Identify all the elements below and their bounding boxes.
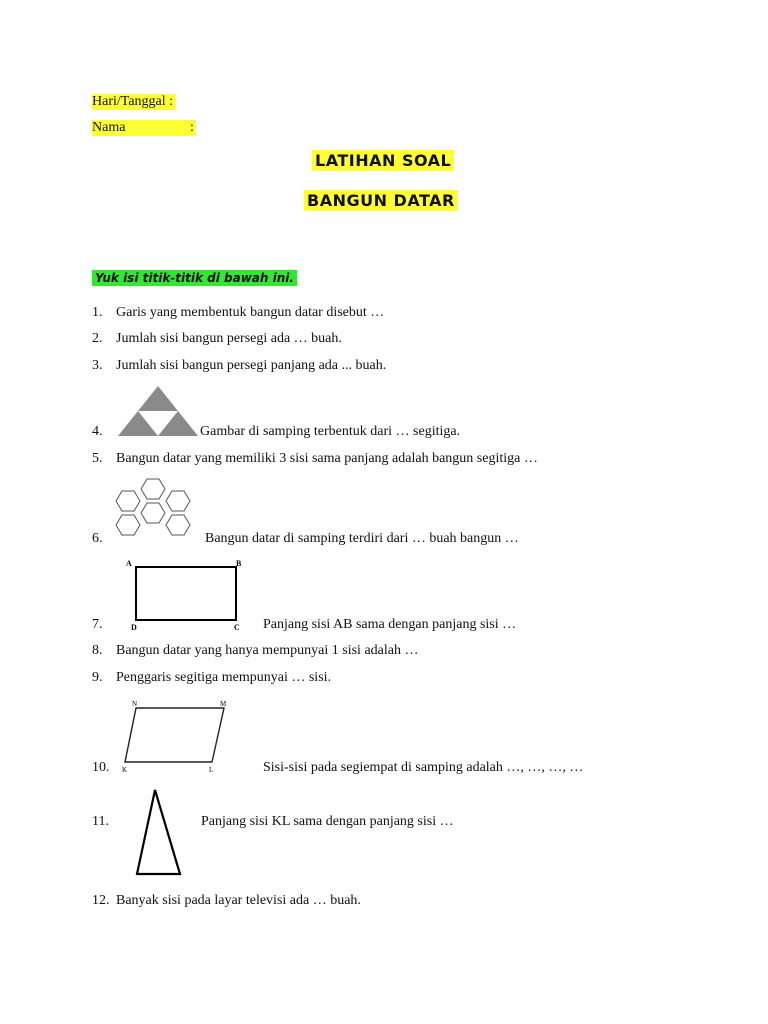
question-text: Bangun datar yang memiliki 3 sisi sama panjang adalah bangun segitiga … bbox=[116, 451, 538, 466]
question-9 bbox=[92, 670, 331, 686]
rectangle-label-b: B bbox=[236, 559, 242, 568]
parallelogram-label-n: N bbox=[132, 700, 138, 708]
name-label: Nama bbox=[92, 120, 126, 135]
question-number: 2. bbox=[92, 331, 103, 346]
question-10-number: 10. bbox=[92, 760, 110, 775]
parallelogram-label-l: L bbox=[209, 766, 214, 774]
question-text: Jumlah sisi bangun persegi panjang ada ... buah. bbox=[116, 358, 387, 373]
question-11-number: 11. bbox=[92, 814, 109, 829]
title-latihan-soal: LATIHAN SOAL bbox=[312, 150, 454, 171]
question-3 bbox=[92, 358, 386, 374]
hexagon-figure bbox=[114, 477, 196, 543]
rectangle-label-d: D bbox=[131, 623, 137, 632]
question-7-number: 7. bbox=[92, 617, 103, 632]
title-bangun-datar: BANGUN DATAR bbox=[304, 190, 458, 211]
parallelogram-figure bbox=[120, 698, 232, 776]
question-10-text: Sisi-sisi pada segiempat di samping adalah …, …, …, … bbox=[263, 760, 584, 775]
question-1 bbox=[92, 305, 384, 321]
parallelogram-label-m: M bbox=[220, 700, 227, 708]
tall-triangle-figure bbox=[134, 788, 182, 878]
question-11-text: Panjang sisi KL sama dengan panjang sisi … bbox=[201, 814, 454, 829]
name-colon: : bbox=[190, 120, 194, 135]
question-4-text: Gambar di samping terbentuk dari … segitiga. bbox=[200, 424, 461, 439]
question-text: Jumlah sisi bangun persegi ada … buah. bbox=[116, 331, 342, 346]
rectangle-label-a: A bbox=[126, 559, 132, 568]
question-6-number: 6. bbox=[92, 531, 103, 546]
question-5 bbox=[92, 451, 538, 467]
instruction-text: Yuk isi titik-titik di bawah ini. bbox=[92, 270, 297, 286]
rectangle-figure bbox=[124, 558, 248, 632]
question-number: 9. bbox=[92, 670, 103, 685]
question-number: 12. bbox=[92, 893, 110, 908]
rectangle-label-c: C bbox=[234, 623, 240, 632]
question-6-text: Bangun datar di samping terdiri dari … buah bangun … bbox=[205, 531, 519, 546]
question-12 bbox=[92, 893, 361, 909]
question-text: Banyak sisi pada layar televisi ada … buah. bbox=[116, 893, 361, 908]
question-number: 5. bbox=[92, 451, 103, 466]
question-text: Penggaris segitiga mempunyai … sisi. bbox=[116, 670, 332, 685]
triforce-figure bbox=[118, 386, 198, 436]
parallelogram-label-k: K bbox=[122, 766, 128, 774]
question-text: Garis yang membentuk bangun datar disebut … bbox=[116, 305, 385, 320]
question-number: 8. bbox=[92, 643, 103, 658]
name-row bbox=[92, 120, 196, 136]
date-label: Hari/Tanggal : bbox=[92, 94, 174, 109]
question-2 bbox=[92, 331, 342, 347]
question-number: 3. bbox=[92, 358, 103, 373]
question-7-text: Panjang sisi AB sama dengan panjang sisi … bbox=[263, 617, 517, 632]
question-4-number: 4. bbox=[92, 424, 103, 439]
question-number: 1. bbox=[92, 305, 103, 320]
question-text: Bangun datar yang hanya mempunyai 1 sisi adalah … bbox=[116, 643, 419, 658]
question-8 bbox=[92, 643, 418, 659]
